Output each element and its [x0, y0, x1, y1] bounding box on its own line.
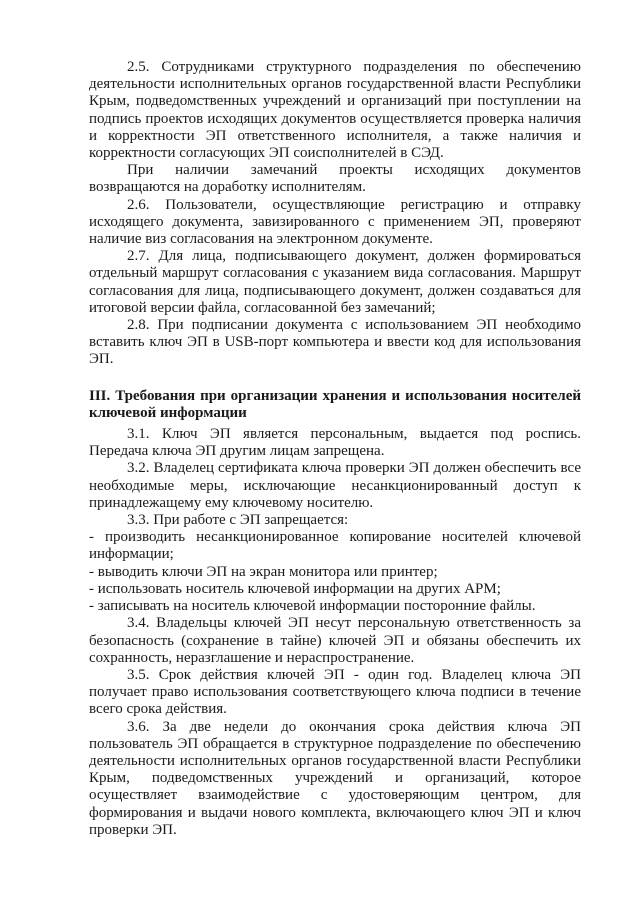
paragraph-2-6: 2.6. Пользователи, осуществляющие регистрацию и отправку исходящего документа, завизированного с применением ЭП, проверяют наличие виз согласования на электронном документе.: [89, 196, 581, 248]
paragraph-3-4: 3.4. Владельцы ключей ЭП несут персональную ответственность за безопасность (сохранение в тайне) ключей ЭП и обязаны обеспечить их сохранность, неразглашение и нераспространение.: [89, 615, 581, 666]
section-3-title: III. Требования при организации хранения и использования носителей ключевой информации: [89, 387, 581, 421]
list-item-4: - записывать на носитель ключевой информации посторонние файлы.: [89, 598, 536, 615]
document-page: [89, 59, 581, 839]
paragraph-2-5-note: При наличии замечаний проекты исходящих документов возвращаются на доработку исполнителям.: [89, 162, 581, 196]
paragraph-2-8: 2.8. При подписании документа с использованием ЭП необходимо вставить ключ ЭП в USB-порт компьютера и ввести код для использования ЭП.: [89, 317, 581, 368]
paragraph-3-6: 3.6. За две недели до окончания срока действия ключа ЭП пользователь ЭП обращается в структурное подразделение по обеспечению деятельности исполнительных органов государственной власти Республики Крым, подведомственных учреждений и организаций, которое осуществляет взаимодействие с удостоверяющим центром, для формирования и выдачи нового комплекта, включающего ключ ЭП и ключ проверки ЭП.: [89, 718, 581, 838]
paragraph-2-7: 2.7. Для лица, подписывающего документ, должен формироваться отдельный маршрут согласования с указанием вида согласования. Маршрут согласования для лица, подписывающего документ, должен создаваться для итоговой версии файла, согласованной без замечаний;: [89, 248, 581, 316]
paragraph-3-5: 3.5. Срок действия ключей ЭП - один год. Владелец ключа ЭП получает право использования соответствующего ключа подписи в течение всего срока действия.: [89, 666, 581, 718]
paragraph-2-5: 2.5. Сотрудниками структурного подразделения по обеспечению деятельности исполнительных органов государственной власти Республики Крым, подведомственных учреждений и организаций при поступлении на подпись проектов исходящих документов осуществляется проверка наличия и корректности ЭП ответственного исполнителя, а также наличия и корректности согласующих ЭП соисполнителей в СЭД.: [89, 59, 581, 162]
list-item-2: - выводить ключи ЭП на экран монитора или принтер;: [89, 563, 438, 580]
paragraph-3-3: 3.3. При работе с ЭП запрещается:: [127, 512, 349, 529]
list-item-1: - производить несанкционированное копирование носителей ключевой информации;: [89, 529, 581, 563]
list-item-3: - использовать носитель ключевой информации на других АРМ;: [89, 580, 501, 597]
paragraph-3-1: 3.1. Ключ ЭП является персональным, выдается под роспись. Передача ключа ЭП другим лицам запрещена.: [89, 426, 581, 460]
paragraph-3-2: 3.2. Владелец сертификата ключа проверки ЭП должен обеспечить все необходимые меры, исключающие несанкционированный доступ к принадлежащему ему ключевому носителю.: [89, 460, 581, 511]
